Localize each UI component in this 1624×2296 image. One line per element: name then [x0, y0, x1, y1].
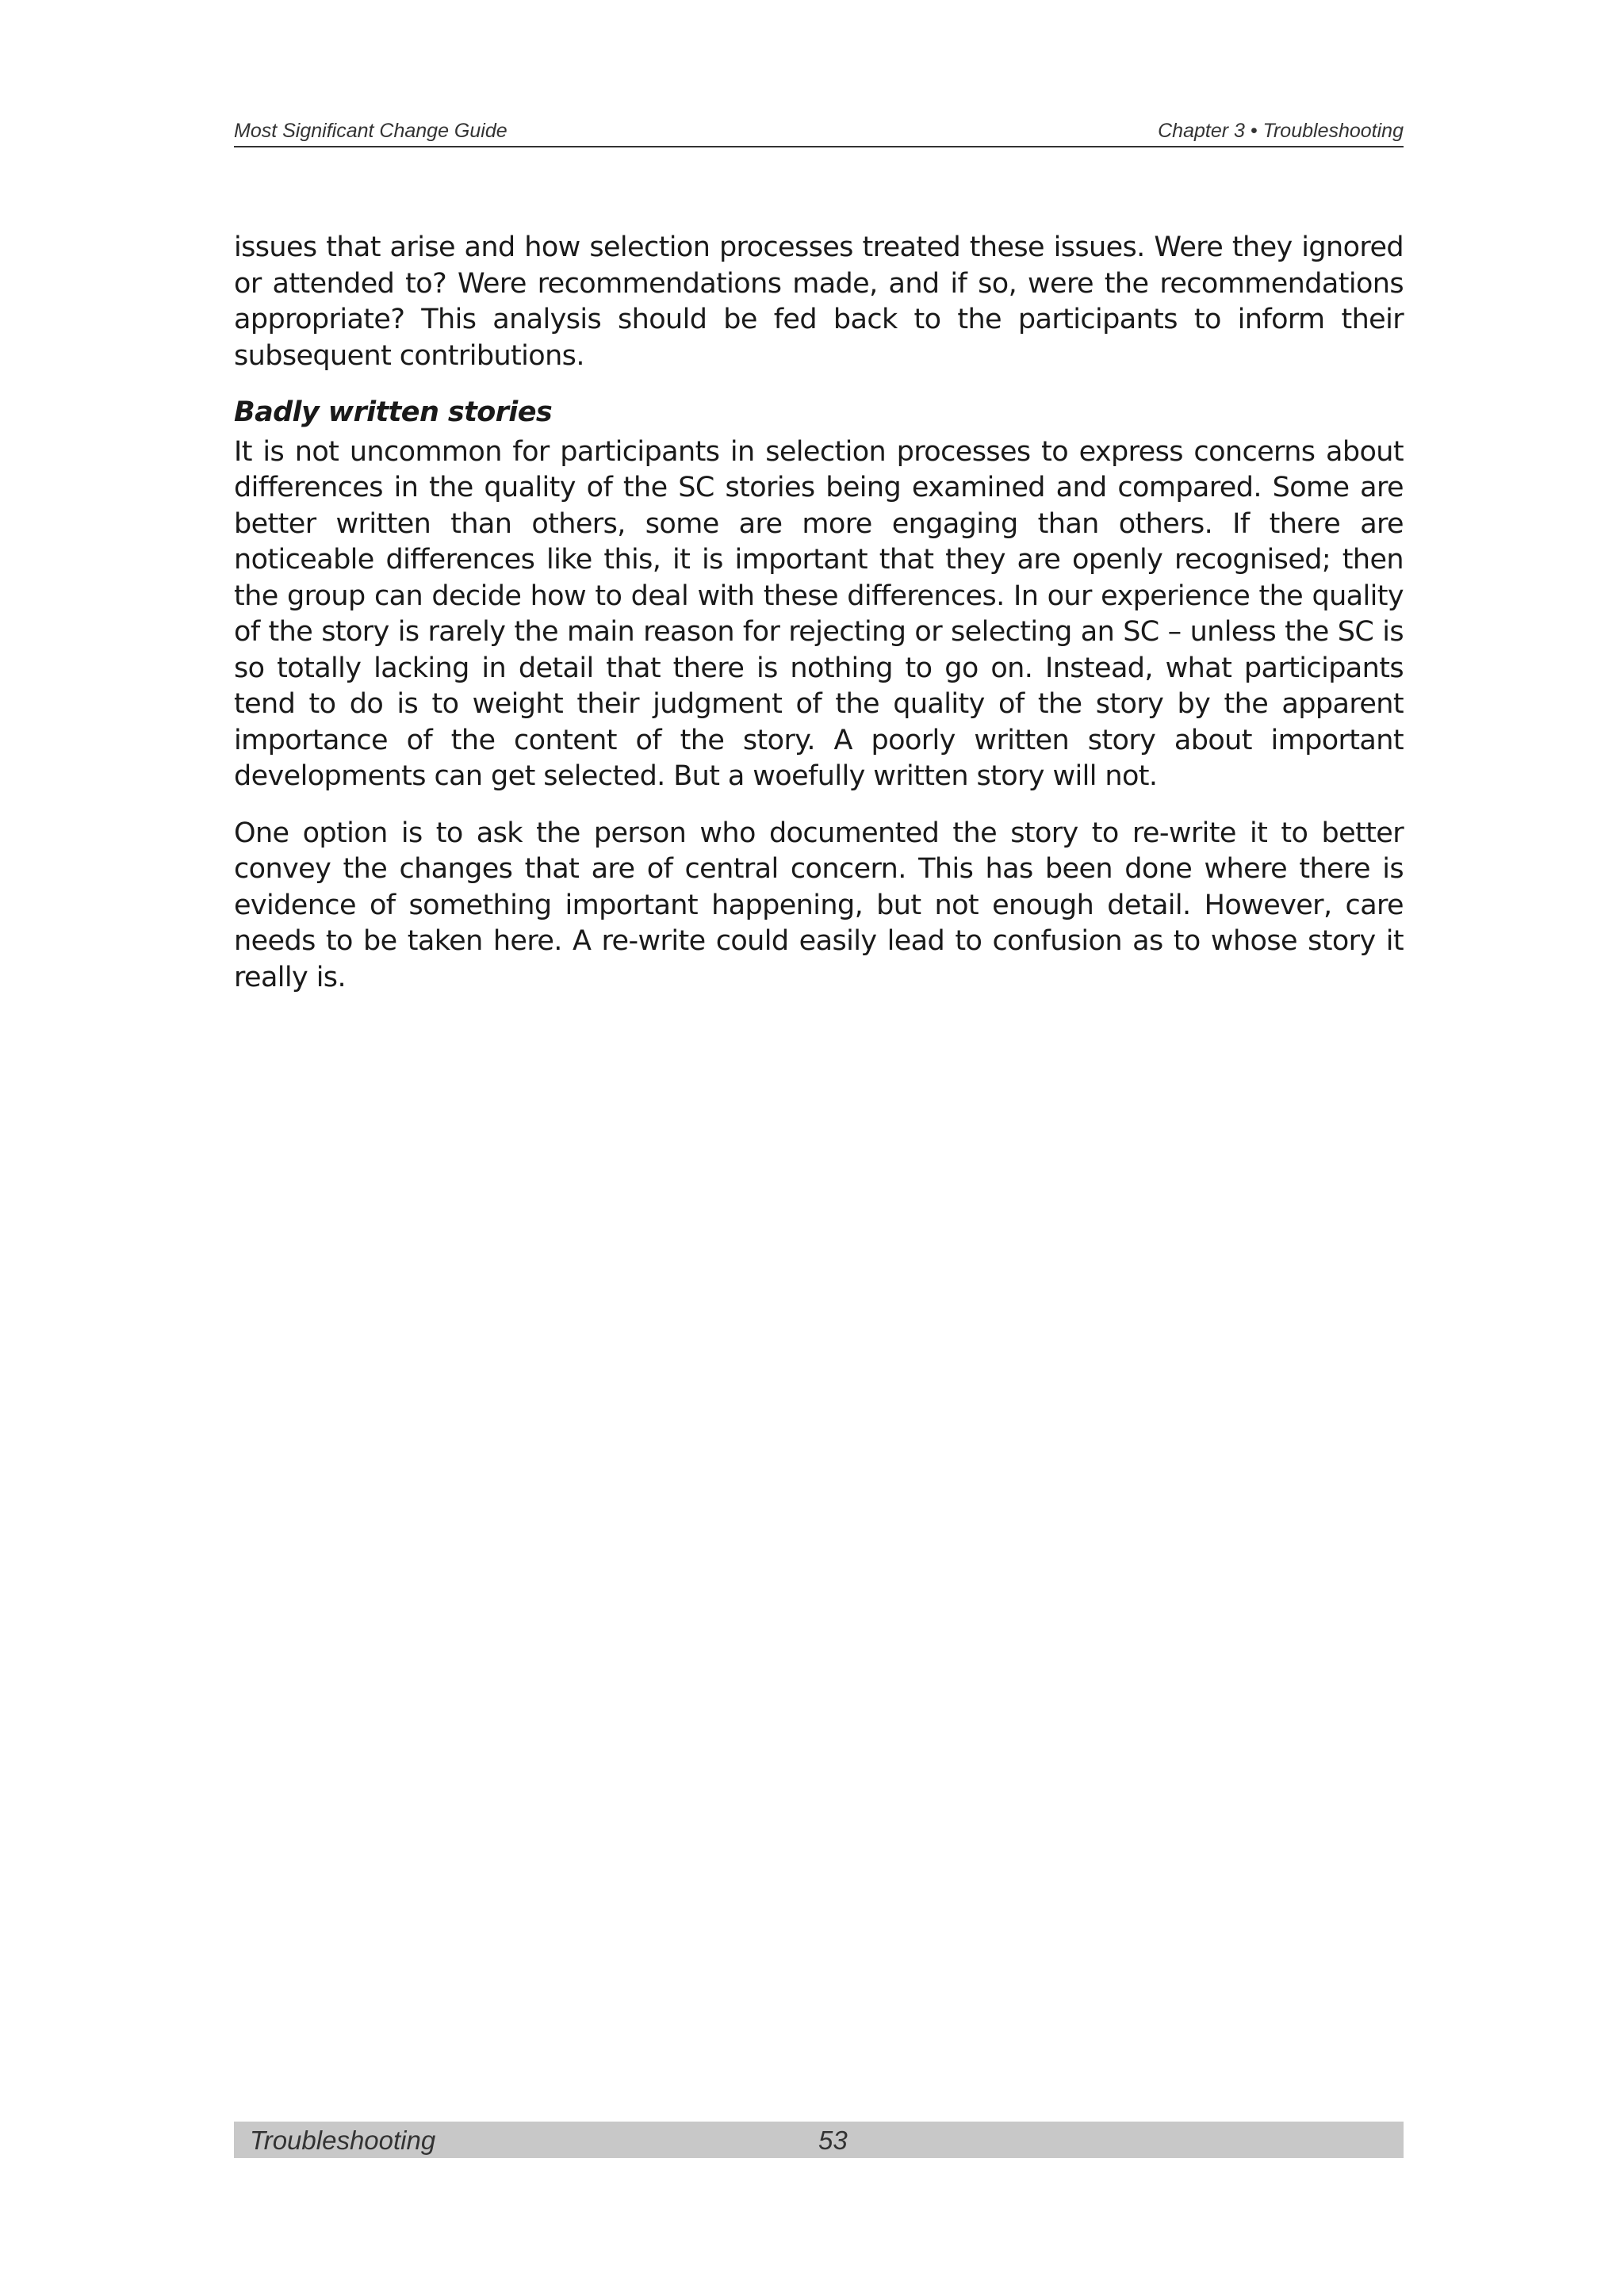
body-paragraph-1: issues that arise and how selection processes treated these issues. Were they ignored or attended to? Were recommendations made, and if so, were the recommendations appropriate? This analysis should be fed back to the participants to inform their subsequent contributions.	[234, 232, 1404, 372]
page-header	[234, 117, 1404, 147]
section-heading: Badly written stories	[234, 396, 553, 428]
body-paragraph-2: It is not uncommon for participants in selection processes to express concerns about differences in the quality of the SC stories being examined and compared. Some are better written than others, some are more engaging than others. If there are noticeable differences like this, it is important that they are openly recognised; then the group can decide how to deal with these differences. In our experience the quality of the story is rarely the main reason for rejecting or selecting an SC – unless the SC is so totally lacking in detail that there is nothing to go on. Instead, what participants tend to do is to weight their judgment of the quality of the story by the apparent importance of the content of the story. A poorly written story about important developments can get selected. But a woefully written story will not.	[234, 435, 1404, 792]
page-number: 53	[818, 2126, 848, 2155]
page-content	[234, 230, 1404, 996]
footer-section-title: Troubleshooting	[250, 2126, 436, 2155]
page-footer	[234, 2122, 1404, 2158]
body-paragraph-3: One option is to ask the person who documented the story to re-write it to better convey the changes that are of central concern. This has been done where there is evidence of something important happening, but not enough detail. However, care needs to be taken here. A re-write could easily lead to confusion as to whose story it really is.	[234, 817, 1404, 993]
header-guide-title: Most Significant Change Guide	[234, 120, 508, 142]
header-chapter-title: Chapter 3 • Troubleshooting	[1158, 120, 1404, 142]
